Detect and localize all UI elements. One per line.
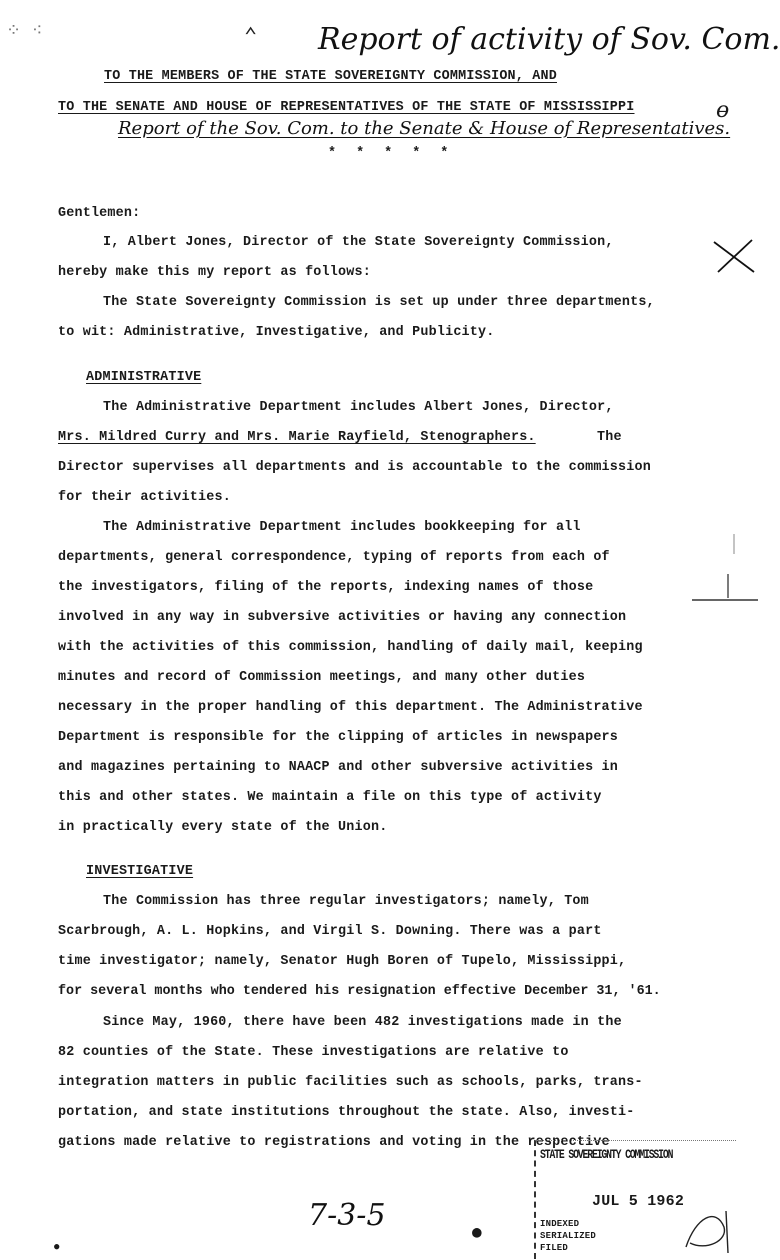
invest-line: integration matters in public facilities such as schools, parks, trans-: [58, 1075, 643, 1090]
header-margin-mark: ɵ: [716, 98, 730, 123]
dot-mark: ●: [472, 1222, 482, 1241]
invest-line: The Commission has three regular investigators; namely, Tom: [103, 894, 589, 909]
invest-line: time investigator; namely, Senator Hugh Boren of Tupelo, Mississippi,: [58, 954, 627, 969]
stamp-indexed: INDEXED: [540, 1219, 580, 1229]
stamp-date: JUL 5 1962: [592, 1193, 685, 1210]
header-line-2: TO THE SENATE AND HOUSE OF REPRESENTATIVES OF THE STATE OF MISSISSIPPI: [58, 100, 635, 115]
invest-line: for several months who tendered his resignation effective December 31, '61.: [58, 984, 661, 999]
caret-mark: ⌃: [244, 24, 258, 49]
intro-line: to wit: Administrative, Investigative, and Publicity.: [58, 325, 495, 340]
admin-line-underlined: Mrs. Mildred Curry and Mrs. Marie Rayfield, Stenographers.: [58, 430, 536, 445]
salutation: Gentlemen:: [58, 206, 141, 221]
stamp-filed: FILED: [540, 1243, 569, 1253]
admin-line: the investigators, filing of the reports, indexing names of those: [58, 580, 594, 595]
admin-line: The: [597, 430, 622, 445]
admin-line: necessary in the proper handling of this department. The Administrative: [58, 700, 643, 715]
stamp-agency: STATE SOVEREIGNTY COMMISSION: [540, 1147, 673, 1162]
section-heading-investigative: INVESTIGATIVE: [86, 864, 194, 879]
invest-line: Scarbrough, A. L. Hopkins, and Virgil S. Downing. There was a part: [58, 924, 602, 939]
handwritten-subtitle: Report of the Sov. Com. to the Senate & House of Representatives.: [118, 118, 731, 139]
intro-line: The State Sovereignty Commission is set up under three departments,: [103, 295, 655, 310]
margin-bracket-mark: [690, 530, 760, 610]
receipt-stamp: [534, 1140, 736, 1259]
admin-line: The Administrative Department includes Albert Jones, Director,: [103, 400, 614, 415]
intro-line: I, Albert Jones, Director of the State Sovereignty Commission,: [103, 235, 614, 250]
handwritten-title: Report of activity of Sov. Com.: [318, 22, 780, 57]
admin-line: Department is responsible for the clipping of articles in newspapers: [58, 730, 619, 745]
invest-line: 82 counties of the State. These investigations are relative to: [58, 1045, 569, 1060]
admin-line: in practically every state of the Union.: [58, 820, 388, 835]
admin-line: departments, general correspondence, typing of reports from each of: [58, 550, 610, 565]
admin-line: with the activities of this commission, handling of daily mail, keeping: [58, 640, 643, 655]
admin-line: Director supervises all departments and is accountable to the commission: [58, 460, 651, 475]
invest-line: Since May, 1960, there have been 482 investigations made in the: [103, 1015, 622, 1030]
invest-line: gations made relative to registrations and voting in the respective: [58, 1135, 610, 1150]
dot-mark: ●: [54, 1242, 60, 1252]
admin-line: minutes and record of Commission meetings, and many other duties: [58, 670, 586, 685]
stamp-initial-mark: [676, 1207, 732, 1255]
admin-line: this and other states. We maintain a file on this type of activity: [58, 790, 602, 805]
admin-line: for their activities.: [58, 490, 231, 505]
admin-line: The Administrative Department includes bookkeeping for all: [103, 520, 581, 535]
admin-line: and magazines pertaining to NAACP and other subversive activities in: [58, 760, 619, 775]
section-heading-administrative: ADMINISTRATIVE: [86, 370, 202, 385]
stamp-serialized: SERIALIZED: [540, 1231, 597, 1241]
admin-line: involved in any way in subversive activities or having any connection: [58, 610, 627, 625]
header-line-1: TO THE MEMBERS OF THE STATE SOVEREIGNTY COMMISSION, AND: [104, 69, 557, 84]
handwritten-page-number: 7-3-5: [308, 1198, 386, 1233]
margin-scribble: ⁘ ⁖: [6, 20, 43, 41]
intro-line: hereby make this my report as follows:: [58, 265, 371, 280]
header-stars: * * * * *: [328, 146, 455, 161]
x-margin-mark: [712, 238, 756, 274]
invest-line: portation, and state institutions throughout the state. Also, investi-: [58, 1105, 635, 1120]
